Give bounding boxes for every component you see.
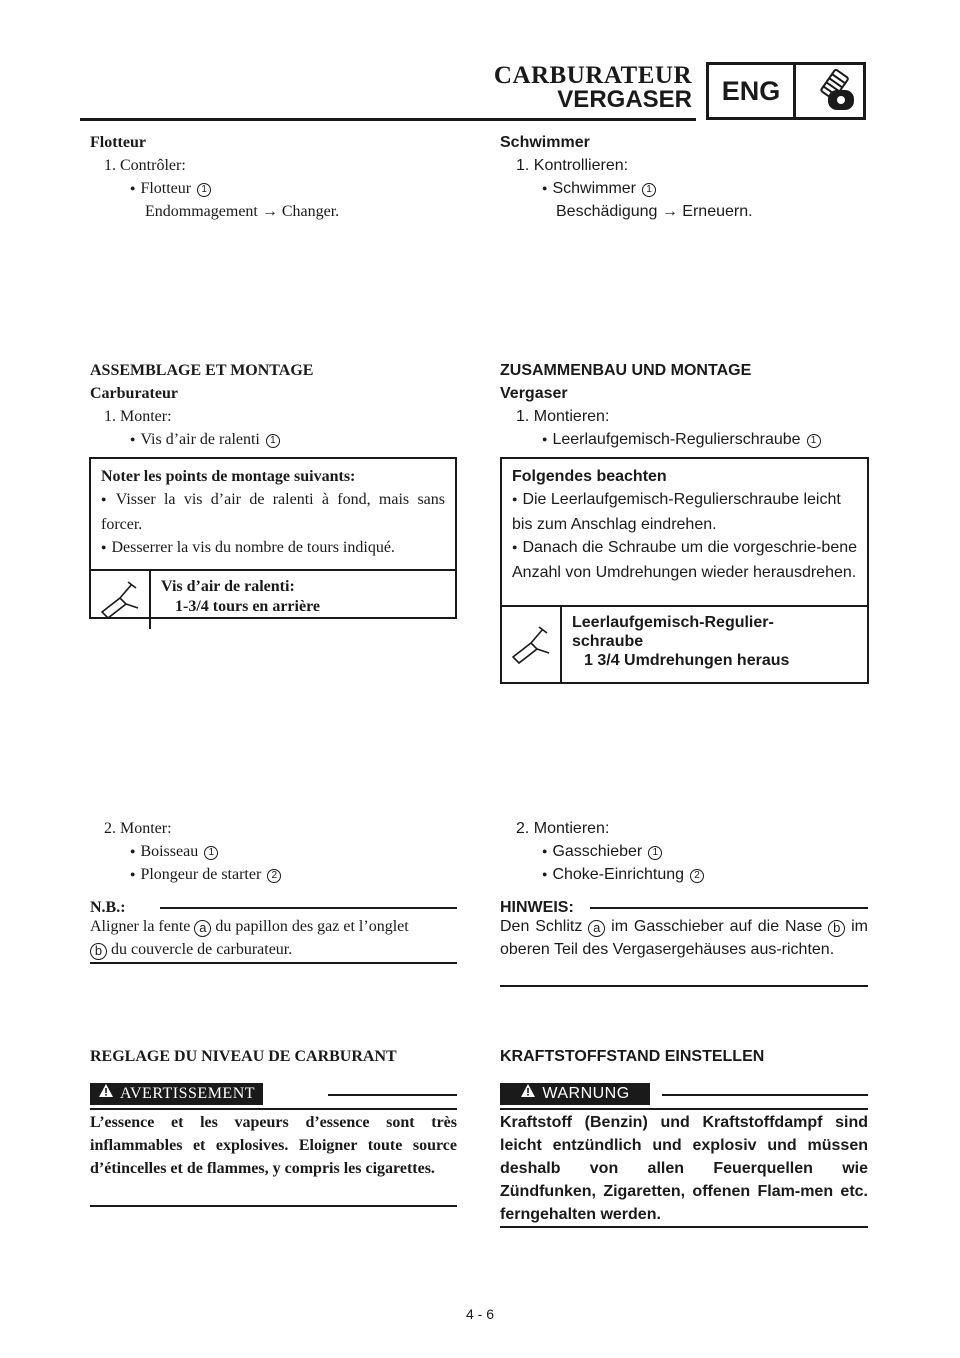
fuel-level-title-de: KRAFTSTOFFSTAND EINSTELLEN bbox=[500, 1048, 765, 1065]
warning-rule-de bbox=[662, 1094, 868, 1096]
nb-label-de: HINWEIS: bbox=[500, 899, 574, 916]
ref-circle: b bbox=[90, 943, 107, 960]
ref-circle: a bbox=[588, 920, 605, 937]
float-check-de: Beschädigung → Erneuern. bbox=[556, 203, 753, 220]
ref-circle: 1 bbox=[648, 846, 662, 860]
spec-value-fr: 1-3/4 tours en arrière bbox=[175, 598, 320, 615]
warning-text-de: Kraftstoff (Benzin) und Kraftstoffdampf sind leicht entzündlich und explosiv und müssen deshalb von allen Feuerquellen wie Zündfunken, Zigaretten, offenen Flam-men etc. ferngehalten werden. bbox=[500, 1114, 868, 1223]
warning-end-rule-de bbox=[500, 1226, 868, 1228]
assembly-step1-item-de: ● Leerlaufgemisch-Regulierschraube 1 bbox=[542, 428, 821, 453]
note-bullet-de: ● Die Leerlaufgemisch-Regulierschraube leicht bis zum Anschlag eindrehen. bbox=[512, 488, 857, 536]
note-bullet-de: ● Danach die Schraube um die vorgeschrie-bene Anzahl von Umdrehungen wieder herausdrehen. bbox=[512, 536, 857, 584]
nb-text-de: Den Schlitz a im Gasschieber auf die Nase b im oberen Teil des Vergasergehäuses aus-richten. bbox=[500, 918, 868, 958]
step2-item-fr: ● Boisseau 1 bbox=[130, 840, 218, 865]
warning-triangle-icon bbox=[98, 1083, 114, 1105]
mounting-note-box-fr bbox=[89, 457, 457, 619]
spec-row-fr bbox=[91, 569, 455, 629]
warning-text-fr: L’essence et les vapeurs d’essence sont très inflammables et explosives. Eloigner toute source d’étincelles et de flammes, y compris les cigarettes. bbox=[90, 1114, 457, 1177]
fuel-level-title-fr: REGLAGE DU NIVEAU DE CARBURANT bbox=[90, 1048, 397, 1065]
spec-value-de: 1 3/4 Umdrehungen heraus bbox=[584, 652, 790, 669]
nb-end-rule-de bbox=[500, 985, 868, 987]
ref-circle: 1 bbox=[204, 846, 218, 860]
wrench-spec-icon bbox=[502, 607, 562, 683]
ref-circle: 2 bbox=[690, 869, 704, 883]
nb-label-fr: N.B.: bbox=[90, 899, 126, 916]
page-number: 4 - 6 bbox=[465, 1306, 494, 1322]
warning-label-fr: AVERTISSEMENT bbox=[120, 1085, 256, 1102]
ref-circle: 1 bbox=[807, 434, 821, 448]
warning-top-rule-fr bbox=[90, 1108, 457, 1110]
section-badge bbox=[706, 62, 866, 120]
carb-title-de: Vergaser bbox=[500, 385, 568, 402]
ref-circle: 2 bbox=[267, 869, 281, 883]
step2-item-fr: ● Plongeur de starter 2 bbox=[130, 863, 281, 888]
carb-title-fr: Carburateur bbox=[90, 385, 178, 402]
header-title-fr: CARBURATEUR bbox=[493, 62, 692, 89]
step2-item-de: ● Gasschieber 1 bbox=[542, 840, 662, 865]
warning-top-rule-de bbox=[500, 1108, 868, 1110]
note-title-de: Folgendes beachten bbox=[512, 468, 667, 485]
warning-rule-fr bbox=[328, 1094, 457, 1096]
assembly-title-de: ZUSAMMENBAU UND MONTAGE bbox=[500, 362, 752, 379]
nb-end-rule-fr bbox=[90, 962, 457, 964]
warning-badge-de bbox=[500, 1083, 650, 1105]
float-title-fr: Flotteur bbox=[90, 134, 146, 151]
spec-label-fr: Vis d’air de ralenti: bbox=[161, 578, 295, 595]
assembly-step1-de: 1. Montieren: bbox=[516, 408, 610, 425]
note-title-fr: Noter les points de montage suivants: bbox=[101, 468, 356, 485]
nb-rule-fr bbox=[160, 907, 457, 909]
warning-end-rule-fr bbox=[90, 1205, 457, 1207]
assembly-step1-item-fr: ● Vis d’air de ralenti 1 bbox=[130, 428, 280, 453]
spec-row-de bbox=[502, 605, 867, 683]
ref-circle: 1 bbox=[197, 183, 211, 197]
warning-triangle-icon bbox=[520, 1083, 536, 1105]
mounting-note-box-de bbox=[500, 457, 869, 684]
float-item-fr: ● Flotteur 1 bbox=[130, 177, 211, 202]
note-bullet-fr: ● Desserrer la vis du nombre de tours indiqué. bbox=[101, 536, 445, 561]
assembly-title-fr: ASSEMBLAGE ET MONTAGE bbox=[90, 362, 314, 379]
float-step-de: 1. Kontrollieren: bbox=[516, 157, 629, 174]
float-step-fr: 1. Contrôler: bbox=[104, 157, 186, 174]
assembly-step1-fr: 1. Monter: bbox=[104, 408, 172, 425]
wrench-spec-icon bbox=[91, 571, 151, 629]
ref-circle: 1 bbox=[642, 183, 656, 197]
float-check-fr: Endommagement → Changer. bbox=[145, 203, 340, 220]
float-item-de: ● Schwimmer 1 bbox=[542, 177, 656, 202]
nb-text-fr: Aligner la fente a du papillon des gaz et l’onglet b du couvercle de carburateur. bbox=[90, 918, 409, 958]
section-badge-label: ENG bbox=[709, 65, 796, 117]
header-rule bbox=[80, 118, 696, 121]
nb-rule-de bbox=[590, 907, 868, 909]
spec-label-de: Leerlaufgemisch-Regulier-schraube bbox=[572, 614, 774, 650]
warning-label-de: WARNUNG bbox=[542, 1085, 630, 1102]
step2-item-de: ● Choke-Einrichtung 2 bbox=[542, 863, 704, 888]
ref-circle: b bbox=[828, 920, 845, 937]
ref-circle: 1 bbox=[266, 434, 280, 448]
warning-badge-fr bbox=[90, 1083, 263, 1105]
float-title-de: Schwimmer bbox=[500, 134, 590, 151]
header-title-de: VERGASER bbox=[557, 86, 692, 113]
engine-icon bbox=[796, 65, 863, 117]
assembly-step2-de: 2. Montieren: bbox=[516, 820, 610, 837]
assembly-step2-fr: 2. Monter: bbox=[104, 820, 172, 837]
ref-circle: a bbox=[194, 920, 211, 937]
note-bullet-fr: ● Visser la vis d’air de ralenti à fond, mais sans forcer. bbox=[101, 488, 445, 536]
